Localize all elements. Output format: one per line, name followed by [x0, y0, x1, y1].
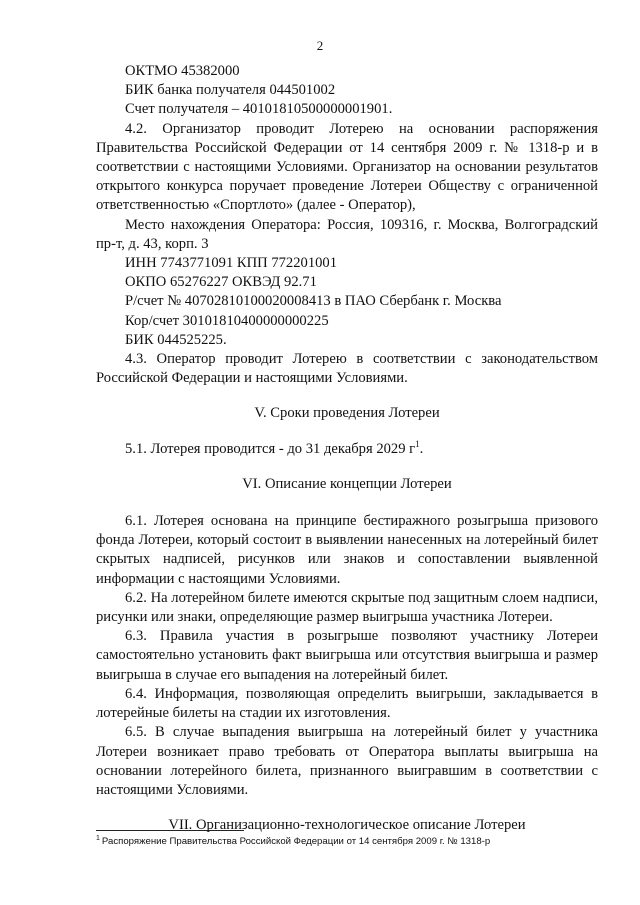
paragraph-6-4: 6.4. Информация, позволяющая определить выигрыши, закладывается в лотерейные билеты на стадии их изготовления. [96, 685, 598, 722]
paragraph-6-5: 6.5. В случае выпадения выигрыша на лотерейный билет у участника Лотереи возникает право требовать от Оператора выплаты выигрыша на основании лотерейного билета, признанного выигравшим в соответствии с настоящими Условиями. [96, 724, 598, 798]
bik-line: БИК 044525225. [125, 331, 227, 348]
paragraph-5-1-text: 5.1. Лотерея проводится - до 31 декабря 2029 г [125, 440, 416, 457]
okpo-okved-line: ОКПО 65276227 ОКВЭД 92.71 [125, 274, 317, 291]
paragraph-6-1: 6.1. Лотерея основана на принципе бестиражного розыгрыша призового фонда Лотереи, который состоит в выявлении нанесенных на лотерейный билет скрытых надписей, рисунков или знаков и сопоставлении выявленной информации с настоящими Условиями. [96, 513, 598, 587]
section-5-heading: V. Сроки проведения Лотереи [254, 405, 440, 422]
footnote-text: Распоряжение Правительства Российской Федерации от 14 сентября 2009 г. № 1318-р [101, 836, 491, 847]
footnote [96, 836, 616, 848]
bik-receiver-line: БИК банка получателя 044501002 [125, 82, 336, 99]
settlement-account-line: Р/счет № 40702810100020008413 в ПАО Сбербанк г. Москва [125, 293, 502, 310]
paragraph-5-1-end: . [419, 440, 424, 457]
page-number: 2 [316, 38, 324, 53]
inn-kpp-line: ИНН 7743771091 КПП 772201001 [125, 255, 338, 272]
oktmo-line: ОКТМО 45382000 [125, 63, 240, 79]
paragraph-4-2: 4.2. Организатор проводит Лотерею на основании распоряжения Правительства Российской Федерации от 14 сентября 2009 г. № 1318-р и в соответствии с настоящими Условиями. Организатор на основании результатов открытого конкурса поручает проведение Лотереи Обществу с ограниченной ответственностью «Спортлото» (далее - Оператор), [96, 120, 598, 214]
footnote-mark: 1 [96, 834, 100, 842]
document-body [96, 62, 598, 835]
paragraph-6-2: 6.2. На лотерейном билете имеются скрытые под защитным слоем надписи, рисунки или знаки, определяющие размер выигрыша участника Лотереи. [96, 589, 598, 626]
corr-account-line: Кор/счет 30101810400000000225 [125, 312, 329, 329]
paragraph-6-3: 6.3. Правила участия в розыгрыше позволяют участнику Лотереи самостоятельно установить факт выигрыша или отсутствия выигрыша и размер выигрыша в случае его выпадения на лотерейный билет. [96, 628, 598, 683]
operator-location: Место нахождения Оператора: Россия, 109316, г. Москва, Волгоградский пр-т, д. 43, корп. 3 [96, 216, 598, 252]
account-receiver-line: Счет получателя – 40101810500000001901. [125, 101, 393, 118]
section-7-heading: VII. Организационно-технологическое описание Лотереи [168, 817, 526, 834]
paragraph-4-3: 4.3. Оператор проводит Лотерею в соответствии с законодательством Российской Федерации и настоящими Условиями. [96, 351, 598, 387]
footnote-separator [96, 830, 244, 831]
paragraph-5-1 [96, 440, 598, 459]
footnote-reference: 1 [415, 438, 420, 449]
section-6-heading: VI. Описание концепции Лотереи [242, 475, 452, 492]
